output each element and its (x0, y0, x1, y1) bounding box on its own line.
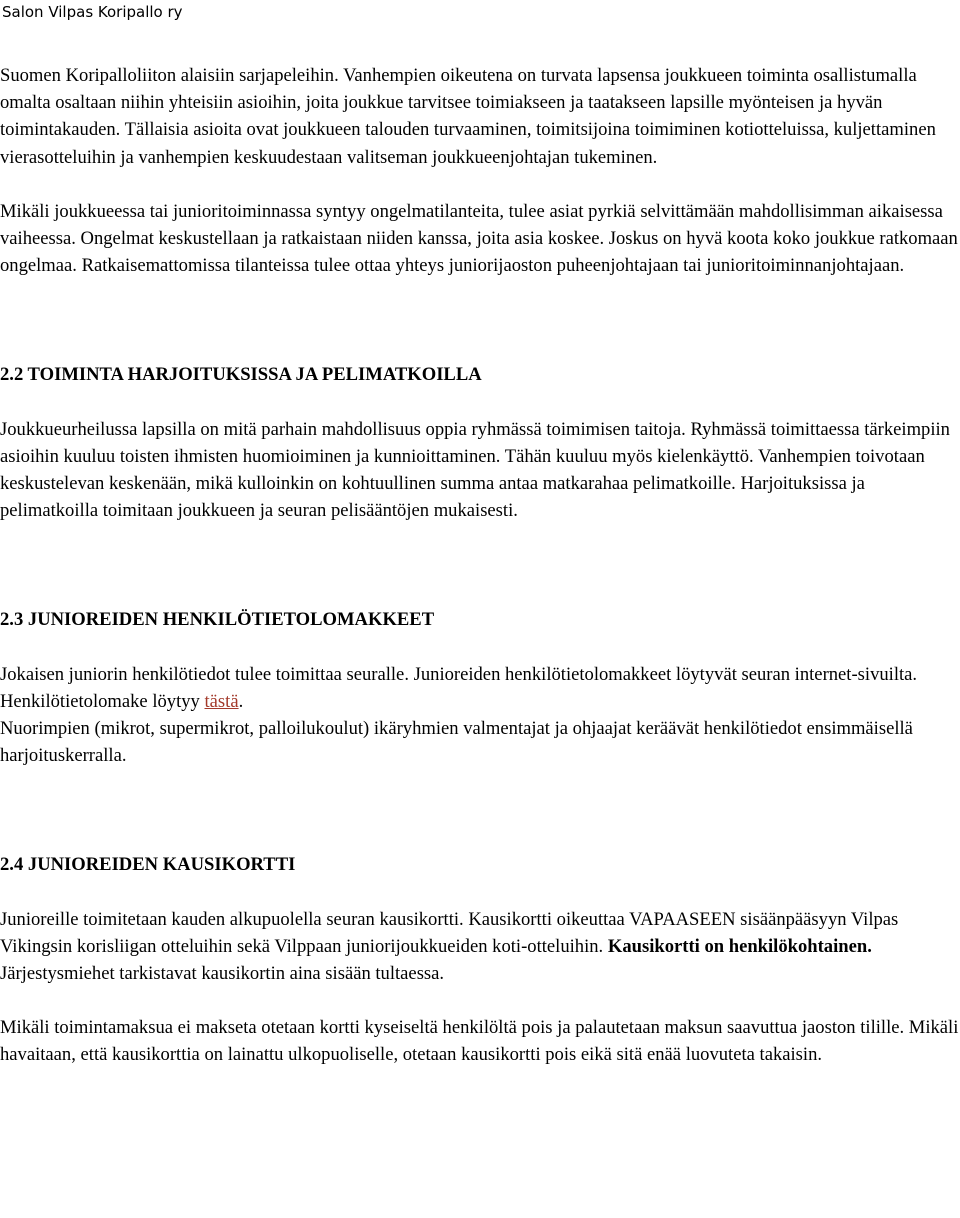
section-2-4-text-after-bold: Järjestysmiehet tarkistavat kausikortin aina sisään tultaessa. (0, 963, 445, 985)
section-2-3-text-before-link: Jokaisen juniorin henkilötiedot tulee toimittaa seuralle. Junioreiden henkilötietolomakkeet löytyvät seuran internet-sivuilta. Henkilötietolomake löytyy (0, 663, 918, 712)
section-2-3-text-after-link: . (238, 690, 244, 712)
paragraph-parents-rights: Suomen Koripalloliiton alaisiin sarjapeleihin. Vanhempien oikeutena on turvata lapsensa joukkueen toiminta osallistumalla omalta osaltaan niihin yhteisiin asioihin, joita joukkue tarvitsee toimiakseen ja taatakseen lapsille myönteisen ja hyvän toimintakauden. Tällaisia asioita ovat joukkueen talouden turvaaminen, toimitsijoina toimiminen kotiotteluissa, kuljettaminen vierasotteluihin ja vanhempien keskuudestaan valitseman joukkueenjohtajan tukeminen. (0, 65, 936, 168)
page-header: Salon Vilpas Koripallo ry (2, 3, 183, 21)
document-body (0, 62, 960, 1069)
paragraph-section-2-3-youngest: Nuorimpien (mikrot, supermikrot, palloilukoulut) ikäryhmien valmentajat ja ohjaajat keräävät henkilötiedot ensimmäisellä harjoituskerralla. (0, 718, 913, 767)
paragraph-section-2-2: Joukkueurheilussa lapsilla on mitä parhain mahdollisuus oppia ryhmässä toimimisen taitoja. Ryhmässä toimittaessa tärkeimpiin asioihin kuuluu toisten ihmisten huomioiminen ja kunnioittaminen. Tähän kuuluu myös kielenkäyttö. Vanhempien toivotaan keskustelevan keskenään, mikä kulloinkin on kohtuullinen summa antaa matkarahaa pelimatkoille. Harjoituksissa ja pelimatkoilla toimitaan joukkueen ja seuran pelisääntöjen mukaisesti. (0, 418, 950, 522)
section-2-4-text-before-bold: Junioreille toimitetaan kauden alkupuolella seuran kausikortti. Kausikortti oikeuttaa VAPAASEEN sisäänpääsyyn Vilpas Vikingsin korisliigan otteluihin sekä Vilppaan juniorijoukkueiden koti-otteluihin. (0, 908, 899, 957)
section-2-4-bold-text: Kausikortti on henkilökohtainen. (607, 935, 872, 957)
heading-section-2-2: 2.2 TOIMINTA HARJOITUKSISSA JA PELIMATKOILLA (0, 364, 482, 386)
heading-section-2-4: 2.4 JUNIOREIDEN KAUSIKORTTI (0, 854, 296, 876)
paragraph-problem-solving: Mikäli joukkueessa tai junioritoiminnassa syntyy ongelmatilanteita, tulee asiat pyrkiä selvittämään mahdollisimman aikaisessa vaiheessa. Ongelmat keskustellaan ja ratkaistaan niiden kanssa, joita asia koskee. Joskus on hyvä koota koko joukkue ratkomaan ongelmaa. Ratkaisemattomissa tilanteissa tulee ottaa yhteys juniorijaoston puheenjohtajaan tai junioritoiminnanjohtajaan. (0, 200, 958, 277)
paragraph-section-2-4-payment: Mikäli toimintamaksua ei makseta otetaan kortti kyseiseltä henkilöltä pois ja palautetaan maksun saavuttua jaoston tilille. Mikäli havaitaan, että kausikorttia on lainattu ulkopuoliselle, otetaan kausikortti pois eikä sitä enää luovuteta takaisin. (0, 1017, 959, 1066)
heading-section-2-3: 2.3 JUNIOREIDEN HENKILÖTIETOLOMAKKEET (0, 609, 435, 631)
paragraph-section-2-4 (0, 906, 960, 988)
form-link[interactable]: tästä (204, 690, 239, 712)
paragraph-section-2-3 (0, 661, 960, 715)
